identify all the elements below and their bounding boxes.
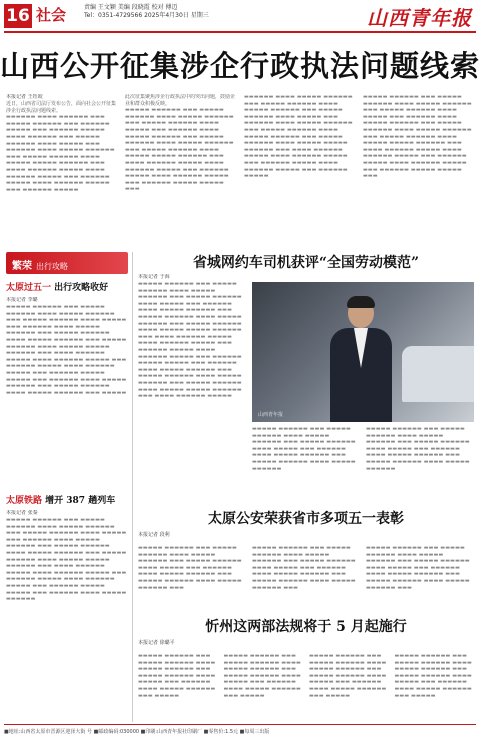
text-filler: ▬▬▬▬▬ ▬▬▬▬▬▬ ▬▬▬ ▬▬▬▬▬ ▬▬▬▬▬▬ ▬▬▬▬ ▬▬▬▬▬ ▬▬▬▬▬▬ ▬▬▬ ▬▬▬▬▬ ▬▬▬▬▬▬ ▬▬▬▬ ▬▬▬▬▬ ▬▬▬ ▬▬▬▬▬▬ ▬▬▬▬ ▬▬▬▬▬ ▬▬▬▬▬▬ ▬▬▬ ▬▬▬▬▬ ▬▬▬▬▬▬ ▬▬▬▬ ▬▬▬▬▬ ▬▬▬▬▬▬ ▬▬▬ ▬▬▬▬▬ ▬▬▬▬▬▬ ▬▬▬▬ ▬▬▬▬▬ ▬▬▬▬▬ ▬▬▬▬▬▬ ▬▬▬ ▬▬▬▬ ▬▬▬▬▬▬ ▬▬▬▬▬ ▬▬▬▬ ▬▬▬▬▬▬ ▬▬▬▬▬ ▬▬▬ ▬▬▬▬▬▬ ▬▬▬▬▬ ▬▬▬▬ ▬▬▬▬▬▬ ▬▬▬▬▬ ▬▬▬ ▬▬▬▬▬▬ ▬▬▬▬▬ ▬▬▬▬▬ ▬▬▬ ▬▬▬▬▬▬ ▬▬▬▬ ▬▬▬▬▬ ▬▬▬▬▬▬ ▬▬▬ ▬▬▬▬▬ ▬▬▬▬▬▬ ▬▬▬▬ ▬▬▬▬▬ ▬▬▬▬▬▬ ▬▬▬ ▬▬▬▬▬ [6, 304, 127, 396]
editor-info [84, 4, 209, 20]
article-title: 省城网约车司机获评“全国劳动模范” [192, 255, 420, 271]
text-filler: ▬▬▬▬▬ ▬▬▬▬▬▬ ▬▬▬ ▬▬▬▬▬ ▬▬▬▬▬▬ ▬▬▬▬ ▬▬▬▬▬ ▬▬▬▬▬▬ ▬▬▬ ▬▬▬▬▬ ▬▬▬▬▬▬ ▬▬▬▬ ▬▬▬▬▬ ▬▬▬ ▬▬▬▬▬▬ ▬▬▬▬ ▬▬▬▬▬ ▬▬▬▬▬▬ ▬▬▬ ▬▬▬▬▬ ▬▬▬▬▬▬ ▬▬▬▬ ▬▬▬▬▬ ▬▬▬▬▬▬ ▬▬▬ ▬▬▬▬▬ ▬▬▬▬▬▬ ▬▬▬▬ ▬▬▬▬▬ ▬▬▬▬▬ ▬▬▬▬▬▬ ▬▬▬ ▬▬▬▬ ▬▬▬▬▬▬ ▬▬▬▬▬ ▬▬▬▬ ▬▬▬▬▬▬ ▬▬▬▬▬ ▬▬▬ ▬▬▬▬▬▬ ▬▬▬▬▬ ▬▬▬▬ ▬▬▬▬▬▬ ▬▬▬▬▬ ▬▬▬ ▬▬▬▬▬▬ ▬▬▬▬▬ ▬▬▬▬▬ ▬▬▬ ▬▬▬▬▬▬ ▬▬▬▬ ▬▬▬▬▬ ▬▬▬▬▬▬ [6, 517, 127, 603]
article-text-column [366, 426, 474, 504]
lead-headline: 山西公开征集涉企行政执法问题线索 [0, 49, 480, 83]
section-name: 社会 [36, 6, 67, 24]
article-body [138, 274, 474, 504]
news-photo [252, 282, 474, 422]
editor-line: 责编 王文颖 美编 段晓霞 校对 傅迈 [84, 4, 178, 11]
text-filler: ▬▬▬▬▬ ▬▬▬▬▬▬ ▬▬▬ ▬▬▬▬▬ ▬▬▬▬▬▬ ▬▬▬▬ ▬▬▬▬▬ ▬▬▬▬▬▬ ▬▬▬ ▬▬▬▬▬ ▬▬▬▬▬▬ ▬▬▬▬ ▬▬▬▬▬ ▬▬▬ ▬▬▬▬▬▬ ▬▬▬▬ ▬▬▬▬▬ ▬▬▬▬▬▬ ▬▬▬ ▬▬▬▬▬ [223, 653, 301, 699]
article-text-column [252, 545, 360, 625]
article-xinzhou-regulations [138, 616, 474, 722]
banner-tag: 出行攻略 [36, 262, 68, 271]
lead-column [125, 94, 236, 248]
car-shape [402, 346, 474, 402]
text-filler: ▬▬▬▬▬ ▬▬▬▬▬▬ ▬▬▬ ▬▬▬▬▬ ▬▬▬▬▬▬ ▬▬▬▬ ▬▬▬▬▬ ▬▬▬▬▬▬ ▬▬▬ ▬▬▬▬▬ ▬▬▬▬▬▬ ▬▬▬▬ ▬▬▬▬▬ ▬▬▬ ▬▬▬▬▬▬ ▬▬▬▬ ▬▬▬▬▬ ▬▬▬▬▬▬ ▬▬▬ ▬▬▬▬▬ ▬▬▬▬▬▬ ▬▬▬▬ ▬▬▬▬▬ ▬▬▬▬▬▬ [366, 426, 470, 472]
title-rest: 增开 387 趟列车 [42, 496, 116, 506]
title-highlight: 太原过五一 [6, 283, 52, 293]
text-filler: ▬▬▬▬▬ ▬▬▬▬▬▬ ▬▬▬ ▬▬▬▬▬ ▬▬▬▬▬▬ ▬▬▬▬ ▬▬▬▬▬ ▬▬▬▬▬▬ ▬▬▬ ▬▬▬▬▬ ▬▬▬▬▬▬ ▬▬▬▬ ▬▬▬▬▬ ▬▬▬ ▬▬▬▬▬▬ ▬▬▬▬ ▬▬▬▬▬ ▬▬▬▬▬▬ ▬▬▬ ▬▬▬▬▬ [138, 653, 216, 699]
text-filler: ▬▬▬▬▬▬ ▬▬▬▬ ▬▬▬▬▬▬ ▬▬▬ ▬▬▬▬▬ ▬▬▬▬▬▬ ▬▬▬ ▬▬▬▬▬▬ ▬▬▬▬▬ ▬▬▬ ▬▬▬▬▬▬ ▬▬▬▬▬ ▬▬▬▬ ▬▬▬▬▬▬ ▬▬▬ ▬▬▬▬▬ ▬▬▬▬▬▬ ▬▬▬▬ ▬▬▬▬▬ ▬▬▬ ▬▬▬▬▬▬ ▬▬▬▬ ▬▬▬▬▬ ▬▬▬▬▬▬ ▬▬▬ ▬▬▬▬▬ ▬▬▬▬▬▬ ▬▬▬▬ ▬▬▬▬▬ ▬▬▬▬▬ ▬▬▬▬▬▬ ▬▬▬ ▬▬▬▬ ▬▬▬▬▬▬ ▬▬▬▬▬ ▬▬▬▬ ▬▬▬▬▬▬ ▬▬▬▬▬ ▬▬▬ ▬▬▬▬▬▬ ▬▬▬▬▬ ▬▬▬▬ ▬▬▬▬▬▬ ▬▬▬▬▬ ▬▬▬ ▬▬▬▬▬▬ ▬▬▬▬▬ [6, 114, 115, 193]
lead-paragraph: 此次征集聚焦涉企行政执法中的突出问题，鼓励企业和群众积极反映。 [125, 94, 236, 107]
article-body [138, 545, 474, 625]
article-labor-model [138, 252, 474, 504]
text-filler: ▬▬▬▬▬ ▬▬▬▬▬▬ ▬▬▬ ▬▬▬▬▬ ▬▬▬▬▬▬ ▬▬▬▬ ▬▬▬▬▬ ▬▬▬▬▬▬ ▬▬▬ ▬▬▬▬▬ ▬▬▬▬▬▬ ▬▬▬▬ ▬▬▬▬▬ ▬▬▬ ▬▬▬▬▬▬ ▬▬▬▬ ▬▬▬▬▬ ▬▬▬▬▬▬ ▬▬▬ ▬▬▬▬▬ ▬▬▬▬▬▬ ▬▬▬▬ ▬▬▬▬▬ ▬▬▬▬▬▬ ▬▬▬ ▬▬▬▬▬ ▬▬▬▬▬▬ ▬▬▬▬ ▬▬▬▬▬ ▬▬▬▬▬ ▬▬▬▬▬▬ ▬▬▬ ▬▬▬▬ ▬▬▬▬▬▬ ▬▬▬▬▬ ▬▬▬▬ ▬▬▬▬▬▬ ▬▬▬▬▬ ▬▬▬ ▬▬▬▬▬▬ ▬▬▬▬▬ ▬▬▬▬ ▬▬▬▬▬▬ ▬▬▬▬▬ ▬▬▬ ▬▬▬▬▬▬ ▬▬▬▬▬ ▬▬▬▬▬ ▬▬▬ ▬▬▬▬▬▬ ▬▬▬▬ ▬▬▬▬▬ ▬▬▬▬▬▬ ▬▬▬ ▬▬▬▬▬ ▬▬▬▬▬▬ ▬▬▬▬ ▬▬▬▬▬ ▬▬▬▬▬▬ ▬▬▬ ▬▬▬▬▬ ▬▬▬▬▬▬ ▬▬▬▬ ▬▬▬▬▬ ▬▬▬▬▬ ▬▬▬▬▬▬ ▬▬▬ ▬▬▬▬ ▬▬▬▬▬▬ ▬▬▬▬▬ [138, 281, 242, 400]
photo-watermark: 山西青年报 [258, 412, 284, 418]
article-text-column [252, 426, 360, 504]
article-text-column [138, 274, 246, 504]
text-filler: ▬▬▬▬▬ ▬▬▬▬▬▬ ▬▬▬ ▬▬▬▬▬ ▬▬▬▬▬▬ ▬▬▬▬ ▬▬▬▬▬ ▬▬▬▬▬▬ ▬▬▬ ▬▬▬▬▬ ▬▬▬▬▬▬ ▬▬▬▬ ▬▬▬▬▬ ▬▬▬ ▬▬▬▬▬▬ ▬▬▬▬ ▬▬▬▬▬ ▬▬▬▬▬▬ ▬▬▬ ▬▬▬▬▬ [394, 653, 472, 699]
sidebar-story-body [6, 510, 128, 680]
text-filler: ▬▬▬▬▬ ▬▬▬▬▬▬ ▬▬▬ ▬▬▬▬▬ ▬▬▬▬▬▬ ▬▬▬▬ ▬▬▬▬▬ ▬▬▬▬▬▬ ▬▬▬ ▬▬▬▬▬ ▬▬▬▬▬▬ ▬▬▬▬ ▬▬▬▬▬ ▬▬▬ ▬▬▬▬▬▬ ▬▬▬▬ ▬▬▬▬▬ ▬▬▬▬▬▬ ▬▬▬ ▬▬▬▬▬ ▬▬▬▬▬▬ ▬▬▬▬ ▬▬▬▬▬ ▬▬▬▬▬▬ ▬▬▬ [138, 545, 242, 591]
banner-text: 繁荣 [12, 261, 32, 272]
person-silhouette [330, 298, 392, 422]
masthead [0, 0, 480, 34]
sidebar-column [6, 252, 128, 720]
lead-byline: 本报记者 王钰皎 [6, 94, 43, 100]
lead-paragraph: 近日，山西省司法厅发布公告，面向社会公开征集涉企行政执法问题线索。 [6, 101, 117, 114]
article-byline: 本报记者 段利 [138, 532, 170, 538]
article-lower-columns [252, 426, 474, 504]
article-police-awards [138, 508, 474, 612]
article-title: 太原公安荣获省市多项五一表彰 [208, 511, 404, 527]
top-rule [4, 31, 476, 33]
text-filler: ▬▬▬▬▬ ▬▬▬▬▬▬ ▬▬▬ ▬▬▬▬▬ ▬▬▬▬▬▬ ▬▬▬▬ ▬▬▬▬▬ ▬▬▬▬▬▬ ▬▬▬ ▬▬▬▬▬ ▬▬▬▬▬▬ ▬▬▬▬ ▬▬▬▬▬ ▬▬▬ ▬▬▬▬▬▬ ▬▬▬▬ ▬▬▬▬▬ ▬▬▬▬▬▬ ▬▬▬ ▬▬▬▬▬ ▬▬▬▬▬▬ ▬▬▬▬ ▬▬▬▬▬ ▬▬▬▬▬▬ ▬▬▬ ▬▬▬▬▬ ▬▬▬▬▬▬ ▬▬▬▬ ▬▬▬▬▬ ▬▬▬▬▬ ▬▬▬▬▬▬ ▬▬▬ ▬▬▬▬ ▬▬▬▬▬▬ ▬▬▬▬▬ ▬▬▬▬ ▬▬▬▬▬▬ ▬▬▬▬▬ ▬▬▬ ▬▬▬▬▬▬ ▬▬▬▬▬ ▬▬▬▬ ▬▬▬▬▬▬ ▬▬▬▬▬ ▬▬▬ ▬▬▬▬▬▬ ▬▬▬▬▬ ▬▬▬▬▬ ▬▬▬ [363, 94, 472, 180]
lead-column [363, 94, 474, 248]
article-byline: 本报记者 徐璐平 [138, 640, 175, 646]
article-text-column [366, 545, 474, 625]
lead-column [6, 94, 117, 248]
text-filler: ▬▬▬▬▬ ▬▬▬▬▬▬ ▬▬▬ ▬▬▬▬▬ ▬▬▬▬▬▬ ▬▬▬▬ ▬▬▬▬▬ ▬▬▬▬▬▬ ▬▬▬ ▬▬▬▬▬ ▬▬▬▬▬▬ ▬▬▬▬ ▬▬▬▬▬ ▬▬▬ ▬▬▬▬▬▬ ▬▬▬▬ ▬▬▬▬▬ ▬▬▬▬▬▬ ▬▬▬ ▬▬▬▬▬ ▬▬▬▬▬▬ ▬▬▬▬ ▬▬▬▬▬ ▬▬▬▬▬▬ ▬▬▬ [252, 545, 356, 591]
title-highlight: 太原铁路 [6, 496, 43, 506]
page-number: 16 [4, 4, 32, 28]
lead-column [244, 94, 355, 248]
sidebar-byline: 本报记者 李璐 [6, 297, 38, 303]
text-filler: ▬▬▬▬▬ ▬▬▬▬▬▬ ▬▬▬ ▬▬▬▬▬ ▬▬▬▬▬▬ ▬▬▬▬ ▬▬▬▬▬ ▬▬▬▬▬▬ ▬▬▬ ▬▬▬▬▬ ▬▬▬▬▬▬ ▬▬▬▬ ▬▬▬▬▬ ▬▬▬ ▬▬▬▬▬▬ ▬▬▬▬ ▬▬▬▬▬ ▬▬▬▬▬▬ ▬▬▬ ▬▬▬▬▬ ▬▬▬▬▬▬ ▬▬▬▬ ▬▬▬▬▬ ▬▬▬▬▬▬ ▬▬▬ ▬▬▬▬▬ ▬▬▬▬▬▬ ▬▬▬▬ ▬▬▬▬▬ ▬▬▬▬▬ ▬▬▬▬▬▬ ▬▬▬ ▬▬▬▬ ▬▬▬▬▬▬ ▬▬▬▬▬ ▬▬▬▬ ▬▬▬▬▬▬ ▬▬▬▬▬ ▬▬▬ ▬▬▬▬▬▬ ▬▬▬▬▬ ▬▬▬▬ ▬▬▬▬▬▬ ▬▬▬▬▬ ▬▬▬ ▬▬▬▬▬▬ ▬▬▬▬▬ ▬▬▬▬▬ ▬▬▬ [125, 107, 234, 193]
column-divider [132, 252, 133, 722]
text-filler: ▬▬▬▬▬ ▬▬▬▬▬▬ ▬▬▬ ▬▬▬▬▬ ▬▬▬▬▬▬ ▬▬▬▬ ▬▬▬▬▬ ▬▬▬▬▬▬ ▬▬▬ ▬▬▬▬▬ ▬▬▬▬▬▬ ▬▬▬▬ ▬▬▬▬▬ ▬▬▬ ▬▬▬▬▬▬ ▬▬▬▬ ▬▬▬▬▬ ▬▬▬▬▬▬ ▬▬▬ ▬▬▬▬▬ ▬▬▬▬▬▬ ▬▬▬▬ ▬▬▬▬▬ ▬▬▬▬▬▬ [252, 426, 356, 472]
text-filler: ▬▬▬▬▬ ▬▬▬▬▬▬ ▬▬▬ ▬▬▬▬▬ ▬▬▬▬▬▬ ▬▬▬▬ ▬▬▬▬▬ ▬▬▬▬▬▬ ▬▬▬ ▬▬▬▬▬ ▬▬▬▬▬▬ ▬▬▬▬ ▬▬▬▬▬ ▬▬▬ ▬▬▬▬▬▬ ▬▬▬▬ ▬▬▬▬▬ ▬▬▬▬▬▬ ▬▬▬ ▬▬▬▬▬ [309, 653, 387, 699]
contact-line: Tel：0351-4729566 2025年4月30日 星期三 [84, 12, 209, 19]
article-text-column [138, 545, 246, 625]
lead-story-body [6, 94, 474, 248]
sidebar-story-title [6, 280, 128, 293]
person-hair [347, 296, 375, 308]
sidebar-story-title [6, 493, 128, 506]
text-filler: ▬▬▬▬▬▬ ▬▬▬▬ ▬▬▬▬▬ ▬▬▬▬▬▬ ▬▬▬ ▬▬▬▬▬ ▬▬▬▬▬▬ ▬▬▬▬ ▬▬▬▬▬ ▬▬▬▬▬▬ ▬▬▬ ▬▬▬▬▬ ▬▬▬▬▬▬ ▬▬▬▬ ▬▬▬▬▬ ▬▬▬ ▬▬▬▬▬▬ ▬▬▬▬ ▬▬▬▬▬ ▬▬▬▬▬▬ ▬▬▬ ▬▬▬▬▬ ▬▬▬▬▬▬ ▬▬▬▬ ▬▬▬▬▬ ▬▬▬▬▬▬ ▬▬▬ ▬▬▬▬▬ ▬▬▬▬▬▬ ▬▬▬▬ ▬▬▬▬▬ ▬▬▬▬▬ ▬▬▬▬▬▬ ▬▬▬ ▬▬▬▬ ▬▬▬▬▬▬ ▬▬▬▬▬ ▬▬▬▬ ▬▬▬▬▬▬ ▬▬▬▬▬ ▬▬▬ ▬▬▬▬▬▬ ▬▬▬▬▬ ▬▬▬▬ ▬▬▬▬▬▬ ▬▬▬▬▬ ▬▬▬ ▬▬▬▬▬▬ ▬▬▬▬▬ [244, 94, 353, 180]
text-filler: ▬▬▬▬▬ ▬▬▬▬▬▬ ▬▬▬ ▬▬▬▬▬ ▬▬▬▬▬▬ ▬▬▬▬ ▬▬▬▬▬ ▬▬▬▬▬▬ ▬▬▬ ▬▬▬▬▬ ▬▬▬▬▬▬ ▬▬▬▬ ▬▬▬▬▬ ▬▬▬ ▬▬▬▬▬▬ ▬▬▬▬ ▬▬▬▬▬ ▬▬▬▬▬▬ ▬▬▬ ▬▬▬▬▬ ▬▬▬▬▬▬ ▬▬▬▬ ▬▬▬▬▬ ▬▬▬▬▬▬ ▬▬▬ [366, 545, 470, 591]
article-title: 忻州这两部法规将于 5 月起施行 [205, 619, 407, 635]
article-byline: 本报记者 于海 [138, 274, 170, 280]
sidebar-story-body [6, 297, 128, 487]
sidebar-banner [6, 252, 128, 274]
title-rest: 出行攻略收好 [51, 283, 109, 293]
page-footer: ■地址:山西省太原市晋源区迎泽大街 号 ■邮政编码:030000 ■印刷:山西青年报社印刷厂 ■零售价:1.5元 ■每周三出版 [4, 724, 476, 738]
newspaper-logo: 山西青年报 [367, 6, 472, 30]
sidebar-byline: 本报记者 张秦 [6, 510, 38, 516]
